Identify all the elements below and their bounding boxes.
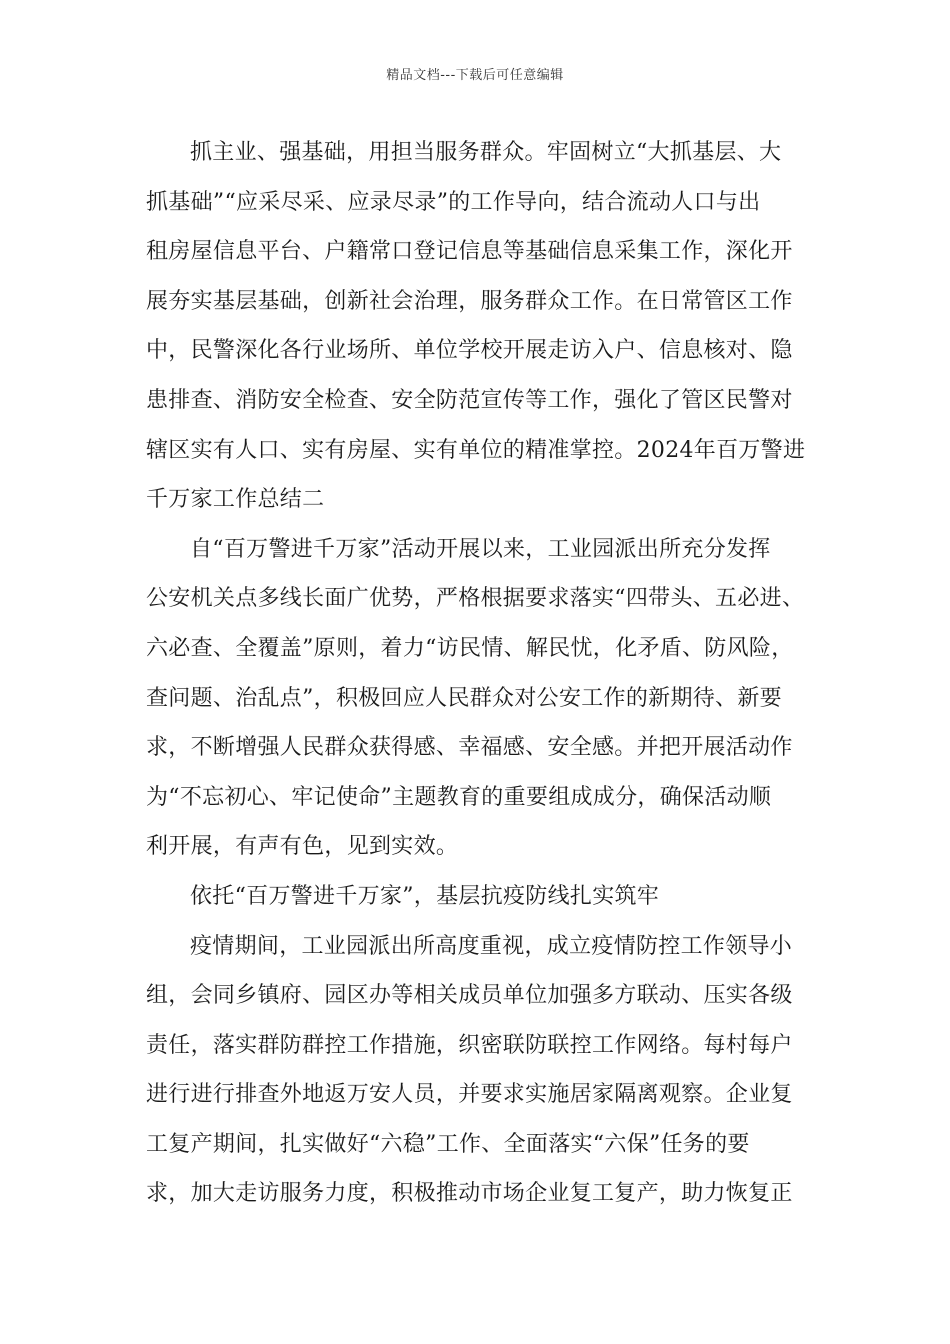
text-line: 自“百万警进千万家”活动开展以来，工业园派出所充分发挥 — [190, 536, 771, 562]
text-line: 依托“百万警进千万家”，基层抗疫防线扎实筑牢 — [190, 883, 660, 909]
text-line: 患排查、消防安全检查、安全防范宣传等工作，强化了管区民警对 — [146, 387, 793, 413]
text-line: 疫情期间，工业园派出所高度重视，成立疫情防控工作领导小 — [190, 933, 793, 959]
text-line: 六必查、全覆盖”原则，着力“访民情、解民忧，化矛盾、防风险， — [146, 635, 794, 661]
text-line: 展夯实基层基础，创新社会治理，服务群众工作。在日常管区工作 — [146, 288, 793, 314]
text-line: 千万家工作总结二 — [146, 487, 325, 513]
paragraph — [146, 128, 810, 525]
text-line: 求，不断增强人民群众获得感、幸福感、安全感。并把开展活动作 — [146, 735, 793, 761]
text-line: 为“不忘初心、牢记使命”主题教育的重要组成成分，确保活动顺 — [146, 784, 772, 810]
text-line: 组，会同乡镇府、园区办等相关成员单位加强多方联动、压实各级 — [146, 983, 793, 1009]
text-line: 抓主业、强基础，用担当服务群众。牢固树立“大抓基层、大 — [190, 140, 782, 165]
text-line: 租房屋信息平台、户籍常口登记信息等基础信息采集工作，深化开 — [146, 239, 793, 265]
paragraph — [146, 525, 810, 872]
section-heading — [146, 872, 810, 922]
text-line: 进行进行排查外地返万安人员，并要求实施居家隔离观察。企业复 — [146, 1082, 793, 1108]
text-line: 求，加大走访服务力度，积极推动市场企业复工复产，助力恢复正 — [146, 1181, 793, 1207]
paragraph — [146, 922, 810, 1220]
text-line: 公安机关点多线长面广优势，严格根据要求落实“四带头、五必进、 — [146, 586, 805, 612]
text-line: 中，民警深化各行业场所、单位学校开展走访入户、信息核对、隐 — [146, 338, 793, 364]
text-line: 责任，落实群防群控工作措施，织密联防联控工作网络。每村每户 — [146, 1032, 793, 1058]
text-line: 辖区实有人口、实有房屋、实有单位的精准掌控。2024年百万警进 — [146, 437, 806, 463]
text-line: 抓基础”“应采尽采、应录尽录”的工作导向，结合流动人口与出 — [146, 189, 761, 215]
document-body — [146, 128, 810, 1219]
text-line: 查问题、治乱点”，积极回应人民群众对公安工作的新期待、新要 — [146, 685, 782, 711]
page-header: 精品文档---下载后可任意编辑 — [386, 68, 564, 83]
text-line: 工复产期间，扎实做好“六稳”工作、全面落实“六保”任务的要 — [146, 1131, 750, 1157]
text-line: 利开展，有声有色，见到实效。 — [146, 834, 459, 860]
